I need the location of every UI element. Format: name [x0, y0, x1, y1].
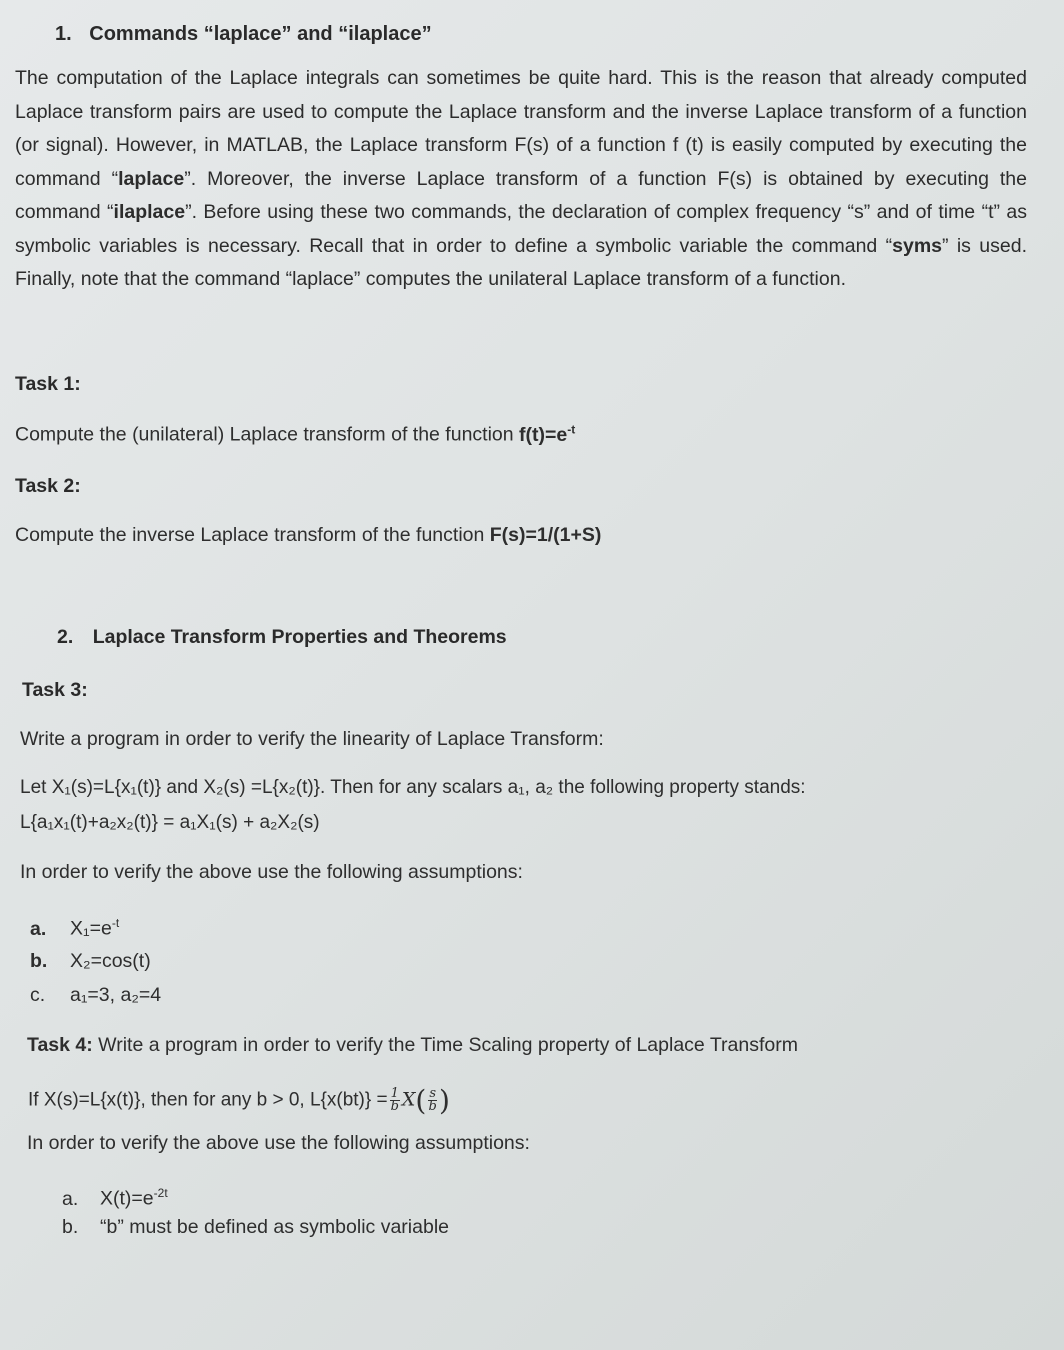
- task-1-label: Task 1:: [15, 373, 81, 395]
- task-1-function: $f(t)=e^{-t}$: [519, 422, 576, 446]
- fraction-s-over-b: $\frac{s}{b}$: [428, 1086, 437, 1114]
- task-3-item-b: b. X₂=cos(t): [30, 950, 151, 972]
- task-3-item-c: c. a₁=3, a₂=4: [30, 984, 162, 1006]
- task-3-item-a: a. $X_1=e^{-t}$: [30, 916, 120, 940]
- task-4-property: If X(s)=L{x(t)}, then for any b > 0, L{x(bt)} = $\frac{1}{b}$ X( $\frac{s}{b}$ ): [28, 1084, 450, 1117]
- task-2-function: F(s)=1/(1+S): [489, 524, 602, 546]
- cmd-laplace: laplace: [118, 167, 185, 190]
- task-4-heading: Task 4: Write a program in order to verify the Time Scaling property of Laplace Transform: [27, 1034, 798, 1056]
- task-3-assumptions-intro: In order to verify the above use the following assumptions:: [20, 861, 523, 883]
- section-1-heading: [55, 23, 432, 46]
- cmd-syms: syms: [892, 234, 942, 257]
- task-2-text: Compute the inverse Laplace transform of the function F(s)=1/(1+S): [15, 524, 602, 546]
- task-4-assumptions-intro: In order to verify the above use the following assumptions:: [27, 1132, 530, 1154]
- section-2-title: Laplace Transform Properties and Theorems: [92, 626, 507, 648]
- task-4-item-a: a. $X(t)=e^{-2t}$: [62, 1186, 168, 1210]
- cmd-ilaplace: ilaplace: [113, 201, 186, 223]
- fraction-one-over-b: $\frac{1}{b}$: [390, 1086, 399, 1114]
- task-2-label: Task 2:: [15, 475, 81, 497]
- task-3-let-line: Let X₁(s)=L{x₁(t)} and X₂(s) =L{x₂(t)}. Then for any scalars a₁, a₂ the following property stands:: [20, 777, 806, 798]
- task-1-text: Compute the (unilateral) Laplace transform of the function $f(t)=e^{-t}$: [15, 422, 576, 446]
- section-1-number: 1.: [55, 23, 72, 45]
- task-3-property: L{a₁x₁(t)+a₂x₂(t)} = a₁X₁(s) + a₂X₂(s): [20, 812, 320, 833]
- section-1-paragraph: The computation of the Laplace integrals can sometimes be quite hard. This is the reason that already computed Laplace transform pairs are used to compute the Laplace transform and the inverse Laplace transform of a function (or signal). However, in MATLAB, the Laplace transform F(s) of a function f (t) is easily computed by executing the command “laplace”. Moreover, the inverse Laplace transform of a function F(s) is obtained by executing the command “ilaplace”. Before using these two commands, the declaration of complex frequency “s” and of time “t” as symbolic variables is necessary. Recall that in order to define a symbolic variable the command “syms” is used. Finally, note that the command “laplace” computes the unilateral Laplace transform of a function.: [15, 67, 1027, 290]
- section-2-number: 2.: [57, 626, 74, 648]
- section-2-heading: [57, 626, 507, 649]
- task-4-label: Task 4:: [27, 1034, 93, 1056]
- task-4-item-b: b. “b” must be defined as symbolic variable: [62, 1216, 449, 1238]
- section-1-title: Commands “laplace” and “ilaplace”: [89, 23, 432, 45]
- task-3-label: Task 3:: [22, 679, 88, 701]
- task-3-intro: Write a program in order to verify the linearity of Laplace Transform:: [20, 728, 604, 750]
